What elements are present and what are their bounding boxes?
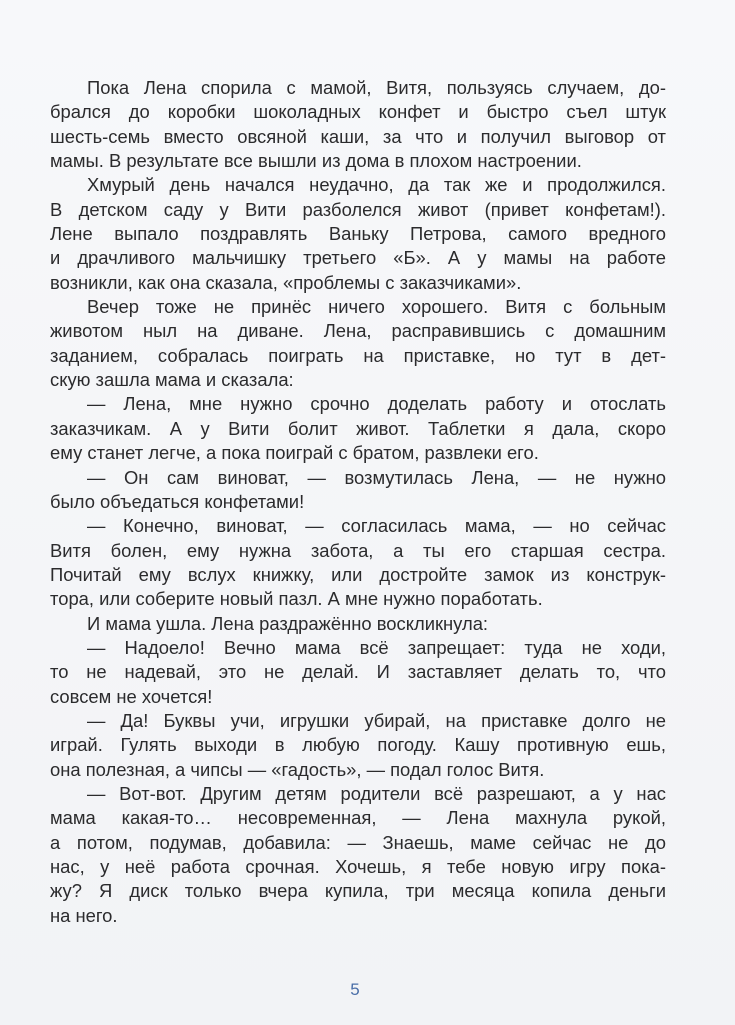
text-line: Витя болен, ему нужна забота, а ты его старшая сестра.	[50, 539, 666, 561]
text-line: шесть-семь вместо овсяной каши, за что и получил выговор от	[50, 125, 666, 147]
paragraph	[50, 173, 666, 295]
paragraph	[50, 76, 666, 173]
paragraph	[50, 466, 666, 515]
text-line: то не надевай, это не делай. И заставляет делать то, что	[50, 661, 666, 683]
paragraph	[50, 514, 666, 611]
text-line: мама какая-то… несовременная, — Лена махнула рукой,	[50, 807, 666, 829]
text-line: и драчливого мальчишку третьего «Б». А у мамы на работе	[50, 247, 666, 269]
text-line: она полезная, а чипсы — «гадость», — подал голос Витя.	[50, 758, 545, 780]
text-line: мамы. В результате все вышли из дома в плохом настроении.	[50, 150, 582, 172]
paragraph	[50, 709, 666, 782]
text-line: было объедаться конфетами!	[50, 490, 305, 512]
text-line: — Лена, мне нужно срочно доделать работу и отослать	[87, 393, 666, 415]
text-line: — Конечно, виноват, — согласилась мама, — но сейчас	[87, 515, 666, 537]
paragraph	[50, 295, 666, 392]
text-line: скую зашла мама и сказала:	[50, 369, 294, 391]
text-line: Почитай ему вслух книжку, или достройте замок из конструк-	[50, 563, 666, 585]
text-line: — Надоело! Вечно мама всё запрещает: туда не ходи,	[87, 636, 666, 658]
text-line: — Да! Буквы учи, игрушки убирай, на приставке долго не	[87, 709, 666, 731]
page-number: 5	[350, 980, 360, 999]
story-text	[50, 76, 666, 928]
text-line: И мама ушла. Лена раздражённо воскликнула:	[87, 612, 489, 634]
text-line: — Вот-вот. Другим детям родители всё разрешают, а у нас	[87, 782, 666, 804]
text-line: Вечер тоже не принёс ничего хорошего. Витя с больным	[87, 296, 666, 318]
text-line: совсем не хочется!	[50, 685, 213, 707]
text-line: Хмурый день начался неудачно, да так же и продолжился.	[87, 174, 666, 196]
text-line: заданием, собралась поиграть на приставке, но тут в дет-	[50, 344, 666, 366]
text-line: тора, или соберите новый пазл. А мне нужно поработать.	[50, 588, 543, 610]
text-line: В детском саду у Вити разболелся живот (привет конфетам!).	[50, 198, 666, 220]
text-line: нас, у неё работа срочная. Хочешь, я тебе новую игру пока-	[50, 856, 666, 877]
text-line: на него.	[50, 904, 118, 926]
paragraph	[50, 392, 666, 465]
paragraph	[50, 612, 666, 636]
text-line: брался до коробки шоколадных конфет и быстро съел штук	[50, 101, 666, 123]
text-line: возникли, как она сказала, «проблемы с заказчиками».	[50, 271, 522, 293]
text-line: животом ныл на диване. Лена, расправившись с домашним	[50, 320, 666, 342]
text-line: Пока Лена спорила с мамой, Витя, пользуясь случаем, до-	[87, 77, 666, 98]
text-line: заказчикам. А у Вити болит живот. Таблетки я дала, скоро	[50, 417, 666, 439]
text-line: Лене выпало поздравлять Ваньку Петрова, самого вредного	[50, 223, 666, 245]
paragraph	[50, 636, 666, 709]
text-line: играй. Гулять выходи в любую погоду. Кашу противную ешь,	[50, 734, 666, 756]
text-line: жу? Я диск только вчера купила, три месяца копила деньги	[50, 880, 666, 902]
text-line: — Он сам виноват, — возмутилась Лена, — не нужно	[87, 466, 666, 488]
text-line: ему станет легче, а пока поиграй с братом, развлеки его.	[50, 442, 539, 464]
text-line: а потом, подумав, добавила: — Знаешь, маме сейчас не до	[50, 831, 666, 853]
paragraph	[50, 782, 666, 928]
